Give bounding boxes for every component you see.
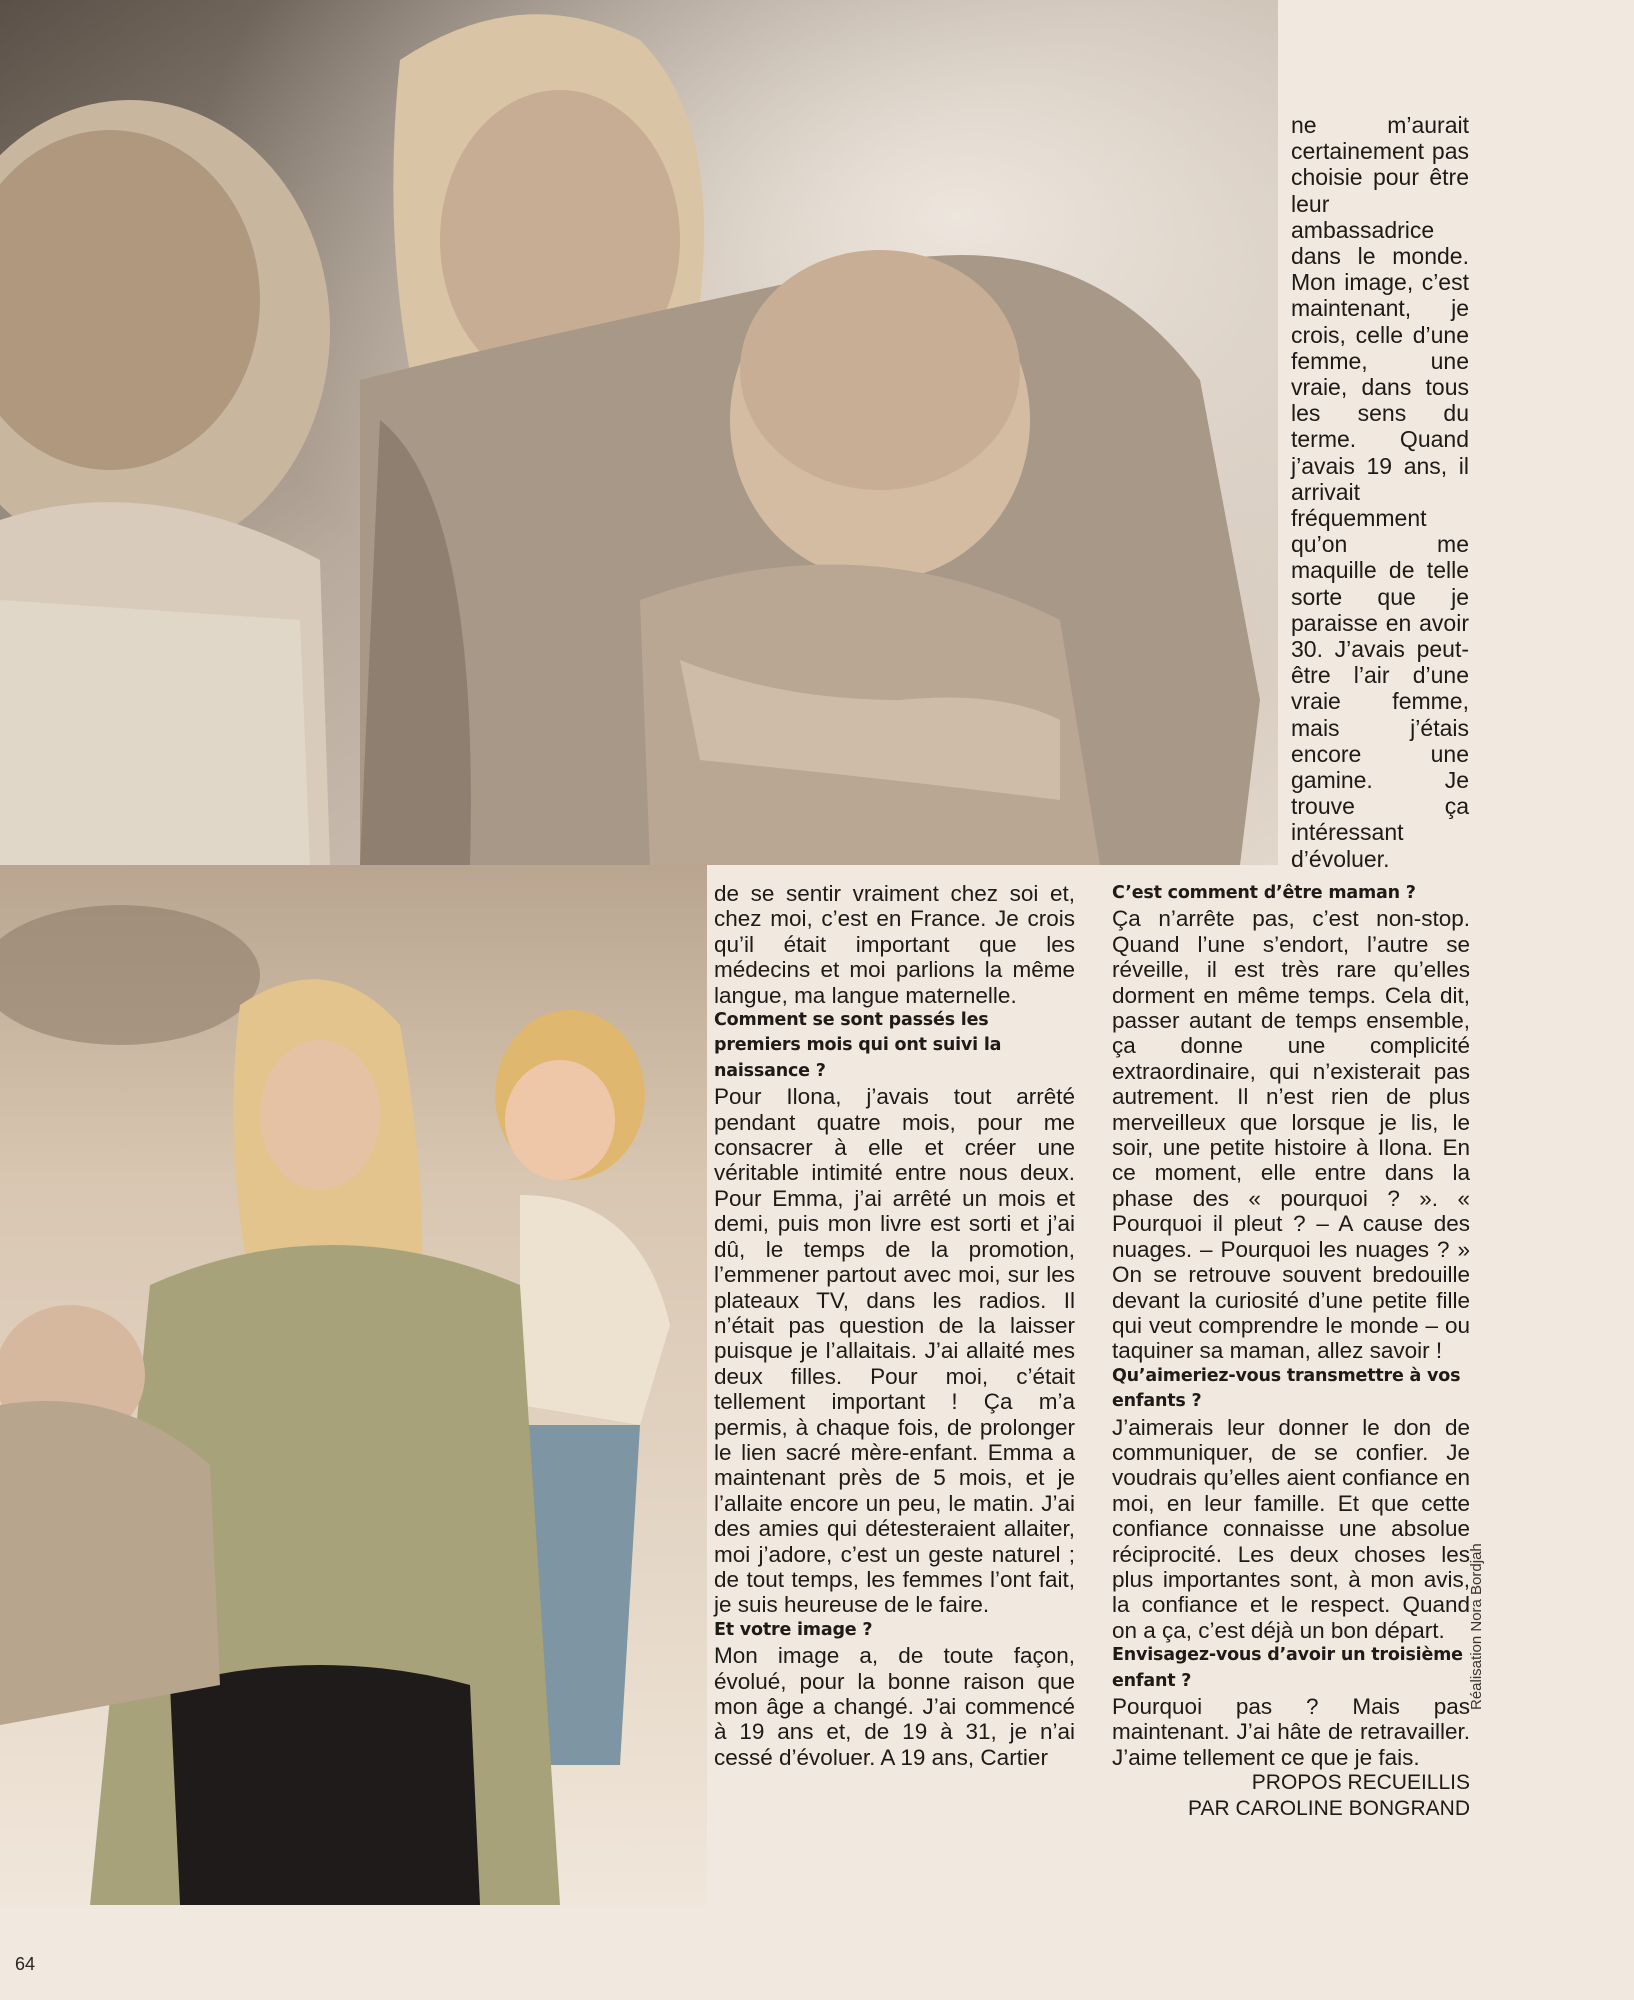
interview-question: C’est comment d’être maman ? [1112,883,1416,903]
photo-credit: Réalisation Nora Bordjah [1468,1543,1485,1710]
article-column-narrow [1291,112,1469,872]
article-paragraph: ne m’aurait certainement pas choisie pour être leur ambassadrice dans le monde. Mon image, c’est maintenant, je crois, celle d’une femme, une vraie, dans tous les sens du terme. Quand j’avais 19 ans, il arrivait fréquemment qu’on me maquille de telle sorte que je paraisse en avoir 30. J’avais peut-être l’air d’une vraie femme, mais j’étais encore une gamine. Je trouve ça intéressant d’évoluer. [1291,112,1469,872]
interview-question: Qu’aimeriez-vous transmettre à vos enfants ? [1112,1365,1461,1412]
article-column-middle [714,881,1075,1770]
article-paragraph: de se sentir vraiment chez soi et, chez moi, c’est en France. Je crois qu’il était important que les médecins et moi parlions la même langue, ma langue maternelle. [714,881,1075,1008]
page-number: 64 [15,1954,36,1974]
author-signature-line: PAR CAROLINE BONGRAND [1188,1797,1470,1821]
article-column-right [1112,881,1470,1822]
photo-mother-baby-child [0,0,1278,865]
photo-mother-children-beach [0,865,707,1905]
interview-question: Envisagez-vous d’avoir un troisième enfant ? [1112,1645,1463,1691]
article-paragraph: Pourquoi pas ? Mais pas maintenant. J’ai hâte de retravailler. J’aime tellement ce que je fais. [1112,1694,1470,1770]
article-paragraph: Pour Ilona, j’avais tout arrêté pendant quatre mois, pour me consacrer à elle et créer une véritable intimité entre nous deux. Pour Emma, j’ai arrêté un mois et demi, puis mon livre est sorti et j’ai dû, le temps de la promotion, l’emmener partout avec moi, sur les plateaux TV, dans les radios. Il n’était pas question de la laisser puisque je l’allaitais. J’ai allaité mes deux filles. Pour moi, c’était tellement important ! Ça m’a permis, à chaque fois, de prolonger le lien sacré mère-enfant. Emma a maintenant près de 5 mois, et je l’allaite encore un peu, le matin. J’ai des amies qui détesteraient allaiter, moi j’adore, c’est un geste naturel ; de tout temps, les femmes l’ont fait, je suis heureuse de le faire. [714,1084,1075,1618]
article-paragraph: Mon image a, de toute façon, évolué, pour la bonne raison que mon âge a changé. J’ai commencé à 19 ans et, de 19 à 31, je n’ai cessé d’évoluer. A 19 ans, Cartier [714,1643,1075,1770]
interview-question: Comment se sont passés les premiers mois qui ont suivi la naissance ? [714,1010,1002,1081]
author-signature-line: PROPOS RECUEILLIS [1251,1771,1470,1795]
article-paragraph: J’aimerais leur donner le don de communiquer, de se confier. Je voudrais qu’elles aient confiance en moi, en leur famille. Et que cette confiance connaisse une absolue réciprocité. Les deux choses les plus importantes sont, à mon avis, la confiance et le respect. Quand on a ça, c’est déjà un bon départ. [1112,1414,1470,1643]
article-paragraph: Ça n’arrête pas, c’est non-stop. Quand l’une s’endort, l’autre se réveille, il est très rare qu’elles dorment en même temps. Cela dit, passer autant de temps ensemble, ça donne une complicité extraordinaire, qui n’existerait pas autrement. Il n’est rien de plus merveilleux que lorsque je lis, le soir, une petite histoire à Ilona. En ce moment, elle entre dans la phase des « pourquoi ? ». « Pourquoi il pleut ? – A cause des nuages. – Pourquoi les nuages ? » On se retrouve souvent bredouille devant la curiosité d’une petite fille qui veut comprendre le monde – ou taquiner sa maman, allez savoir ! [1112,906,1470,1364]
interview-question: Et votre image ? [714,1619,873,1640]
